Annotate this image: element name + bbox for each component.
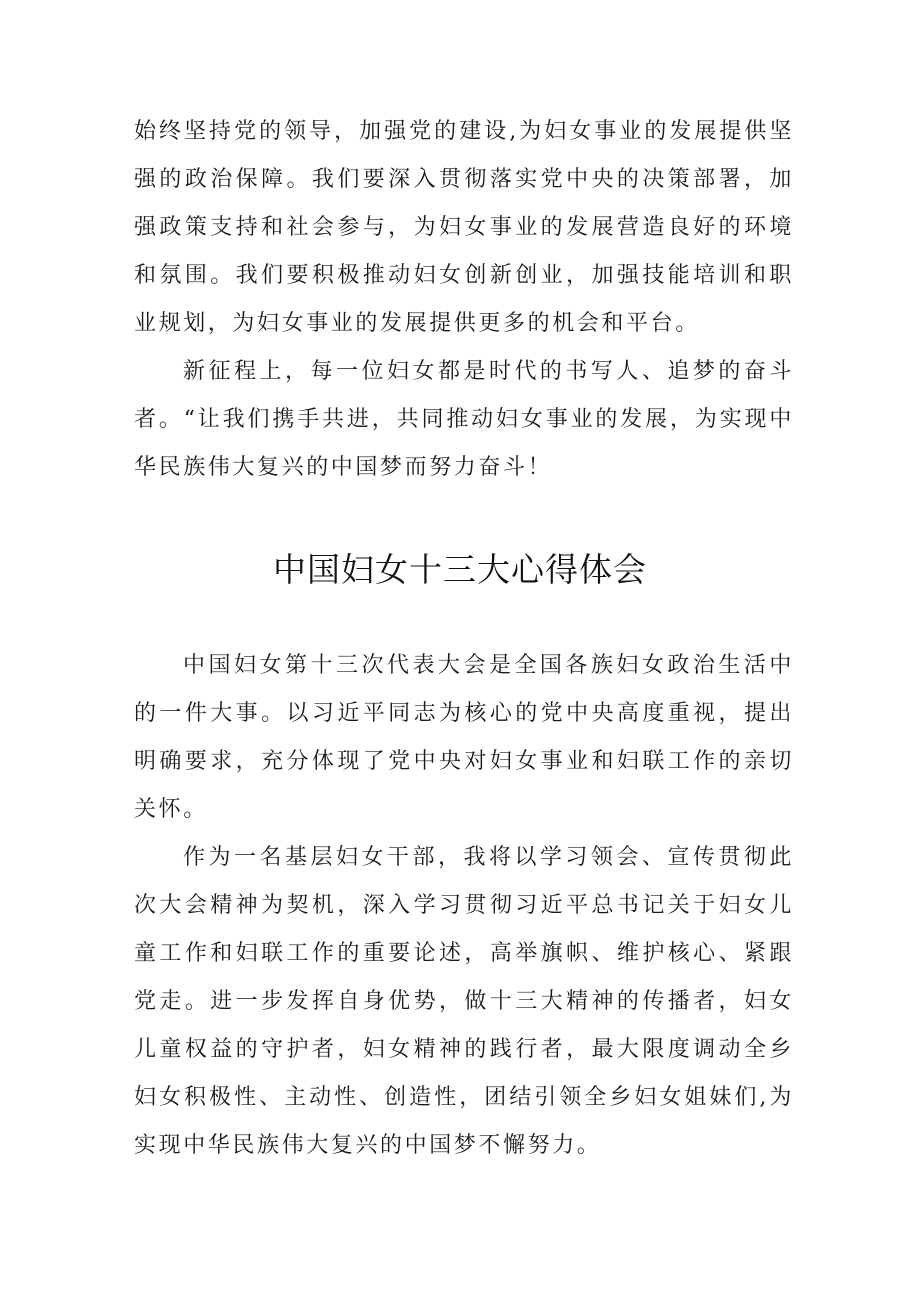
continued-text-block — [134, 108, 794, 492]
section-title: 中国妇女十三大心得体会 — [273, 550, 647, 589]
body-paragraph-intro: 中国妇女第十三次代表大会是全国各族妇女政治生活中的一件大事。以习近平同志为核心的党中央高度重视，提出明确要求，充分体现了党中央对妇女事业和妇联工作的亲切关怀。 — [134, 653, 794, 822]
body-paragraph-continued: 始终坚持党的领导，加强党的建设,为妇女事业的发展提供坚强的政治保障。我们要深入贯彻落实党中央的决策部署，加强政策支持和社会参与，为妇女事业的发展营造良好的环境和氛围。我们要积极推动妇女创新创业，加强技能培训和职业规划，为妇女事业的发展提供更多的机会和平台。 — [134, 119, 794, 336]
body-paragraph-closing: 新征程上，每一位妇女都是时代的书写人、追梦的奋斗者。“让我们携手共进，共同推动妇女事业的发展，为实现中华民族伟大复兴的中国梦而努力奋斗！ — [134, 359, 794, 480]
body-paragraph-commitment: 作为一名基层妇女干部，我将以学习领会、宣传贯彻此次大会精神为契机，深入学习贯彻习近平总书记关于妇女儿童工作和妇联工作的重要论述，高举旗帜、维护核心、紧跟党走。进一步发挥自身优势，做十三大精神的传播者，妇女儿童权益的守护者，妇女精神的践行者，最大限度调动全乡妇女积极性、主动性、创造性，团结引领全乡妇女姐妹们,为实现中华民族伟大复兴的中国梦不懈努力。 — [134, 845, 794, 1158]
section-text-block — [134, 642, 794, 1170]
